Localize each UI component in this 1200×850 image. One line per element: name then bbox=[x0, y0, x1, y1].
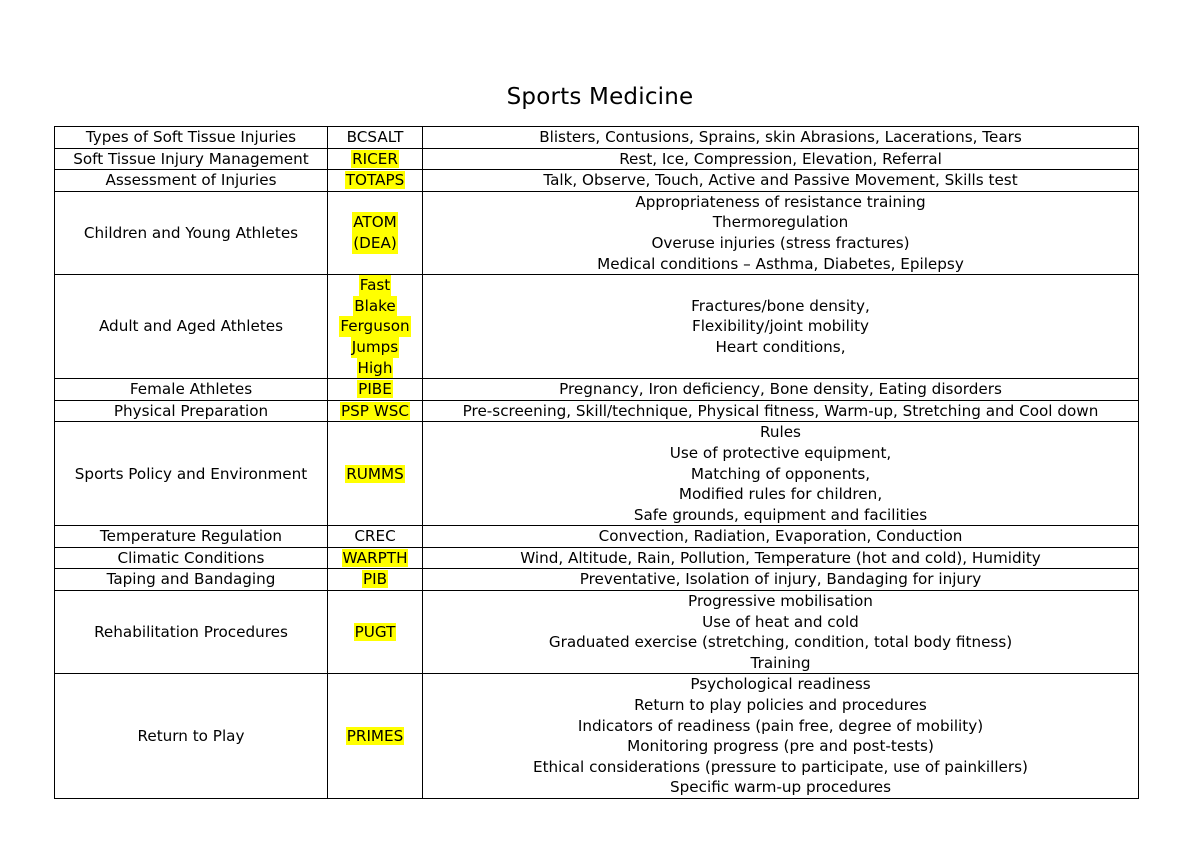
details-cell bbox=[423, 422, 1139, 526]
detail-line: Pre-screening, Skill/technique, Physical fitness, Warm-up, Stretching and Cool down bbox=[462, 401, 1099, 420]
acronym-text: TOTAPS bbox=[345, 171, 405, 190]
detail-line: Psychological readiness bbox=[690, 675, 871, 694]
topic-cell: Adult and Aged Athletes bbox=[55, 275, 328, 379]
details-cell bbox=[423, 170, 1139, 192]
detail-line: Ethical considerations (pressure to participate, use of painkillers) bbox=[533, 757, 1028, 776]
topic-cell: Types of Soft Tissue Injuries bbox=[55, 127, 328, 149]
acronym-text: Jumps bbox=[351, 337, 399, 356]
acronym-cell bbox=[328, 674, 423, 799]
detail-line: Heart conditions, bbox=[715, 337, 846, 356]
detail-line: Monitoring progress (pre and post-tests) bbox=[627, 737, 934, 756]
detail-line: Fractures/bone density, bbox=[691, 296, 870, 315]
topic-cell: Taping and Bandaging bbox=[55, 569, 328, 591]
details-cell bbox=[423, 526, 1139, 548]
table-row bbox=[55, 275, 1139, 379]
detail-line: Progressive mobilisation bbox=[688, 592, 873, 611]
details-cell bbox=[423, 591, 1139, 674]
acronym-cell bbox=[328, 547, 423, 569]
table-row bbox=[55, 591, 1139, 674]
detail-line: Indicators of readiness (pain free, degree of mobility) bbox=[577, 716, 984, 735]
details-cell bbox=[423, 569, 1139, 591]
topic-cell: Climatic Conditions bbox=[55, 547, 328, 569]
details-cell bbox=[423, 547, 1139, 569]
detail-line: Thermoregulation bbox=[712, 213, 849, 232]
details-cell bbox=[423, 674, 1139, 799]
detail-line: Talk, Observe, Touch, Active and Passive Movement, Skills test bbox=[543, 171, 1018, 190]
topic-cell: Children and Young Athletes bbox=[55, 191, 328, 274]
details-cell bbox=[423, 400, 1139, 422]
detail-line: Preventative, Isolation of injury, Bandaging for injury bbox=[579, 570, 982, 589]
acronym-text: ATOM bbox=[353, 213, 397, 232]
detail-line: Medical conditions – Asthma, Diabetes, Epilepsy bbox=[597, 254, 964, 273]
acronym-text: BCSALT bbox=[346, 128, 404, 146]
acronym-cell bbox=[328, 569, 423, 591]
acronym-text: PIBE bbox=[358, 380, 392, 399]
detail-line: Matching of opponents, bbox=[690, 464, 871, 483]
detail-line: Appropriateness of resistance training bbox=[635, 192, 926, 211]
table-row bbox=[55, 674, 1139, 799]
acronym-text: WARPTH bbox=[342, 548, 408, 567]
detail-line: Graduated exercise (stretching, condition, total body fitness) bbox=[548, 633, 1013, 652]
acronym-text: PIB bbox=[362, 570, 388, 589]
acronym-cell bbox=[328, 148, 423, 170]
acronym-cell bbox=[328, 191, 423, 274]
table-row bbox=[55, 569, 1139, 591]
detail-line: Modified rules for children, bbox=[678, 485, 883, 504]
table-row bbox=[55, 547, 1139, 569]
details-cell bbox=[423, 191, 1139, 274]
detail-line: Wind, Altitude, Rain, Pollution, Temperature (hot and cold), Humidity bbox=[520, 548, 1041, 567]
acronym-cell bbox=[328, 127, 423, 149]
acronym-cell bbox=[328, 379, 423, 401]
acronym-text: Fast bbox=[359, 276, 391, 295]
acronym-text: High bbox=[357, 358, 393, 377]
table-row bbox=[55, 422, 1139, 526]
detail-line: Blisters, Contusions, Sprains, skin Abrasions, Lacerations, Tears bbox=[539, 128, 1022, 146]
document-title: Sports Medicine bbox=[506, 84, 694, 110]
detail-line: Training bbox=[750, 653, 811, 672]
acronym-text: RUMMS bbox=[346, 464, 404, 483]
details-cell bbox=[423, 275, 1139, 379]
detail-line: Convection, Radiation, Evaporation, Conduction bbox=[598, 527, 963, 546]
acronym-cell bbox=[328, 275, 423, 379]
detail-line: Overuse injuries (stress fractures) bbox=[651, 233, 910, 252]
topic-cell: Soft Tissue Injury Management bbox=[55, 148, 328, 170]
detail-line: Rest, Ice, Compression, Elevation, Referral bbox=[619, 149, 942, 168]
detail-line: Pregnancy, Iron deficiency, Bone density, Eating disorders bbox=[559, 380, 1002, 399]
table-row bbox=[55, 191, 1139, 274]
acronym-text: Ferguson bbox=[340, 317, 410, 336]
acronym-text: PRIMES bbox=[346, 726, 404, 745]
acronym-text: CREC bbox=[354, 527, 396, 546]
detail-line: Use of heat and cold bbox=[702, 612, 859, 631]
acronym-text: PUGT bbox=[354, 622, 396, 641]
detail-line: Return to play policies and procedures bbox=[634, 696, 927, 715]
table-row bbox=[55, 379, 1139, 401]
table-row bbox=[55, 127, 1139, 149]
details-cell bbox=[423, 127, 1139, 149]
table-row bbox=[55, 526, 1139, 548]
acronym-cell bbox=[328, 422, 423, 526]
detail-line: Specific warm-up procedures bbox=[670, 778, 891, 797]
detail-line: Safe grounds, equipment and facilities bbox=[633, 505, 928, 524]
acronym-cell bbox=[328, 170, 423, 192]
topic-cell: Return to Play bbox=[55, 674, 328, 799]
acronym-text: Blake bbox=[354, 296, 396, 315]
sports-medicine-table bbox=[54, 126, 1139, 799]
acronym-text: PSP WSC bbox=[340, 401, 410, 420]
topic-cell: Female Athletes bbox=[55, 379, 328, 401]
detail-line: Flexibility/joint mobility bbox=[691, 317, 870, 336]
topic-cell: Temperature Regulation bbox=[55, 526, 328, 548]
topic-cell: Physical Preparation bbox=[55, 400, 328, 422]
acronym-text: RICER bbox=[352, 149, 398, 168]
details-cell bbox=[423, 148, 1139, 170]
acronym-cell bbox=[328, 400, 423, 422]
acronym-text: (DEA) bbox=[353, 233, 397, 252]
table-row bbox=[55, 148, 1139, 170]
acronym-cell bbox=[328, 591, 423, 674]
topic-cell: Assessment of Injuries bbox=[55, 170, 328, 192]
detail-line: Rules bbox=[760, 423, 801, 442]
details-cell bbox=[423, 379, 1139, 401]
acronym-cell bbox=[328, 526, 423, 548]
topic-cell: Sports Policy and Environment bbox=[55, 422, 328, 526]
topic-cell: Rehabilitation Procedures bbox=[55, 591, 328, 674]
table-row bbox=[55, 400, 1139, 422]
detail-line: Use of protective equipment, bbox=[669, 443, 892, 462]
table-row bbox=[55, 170, 1139, 192]
